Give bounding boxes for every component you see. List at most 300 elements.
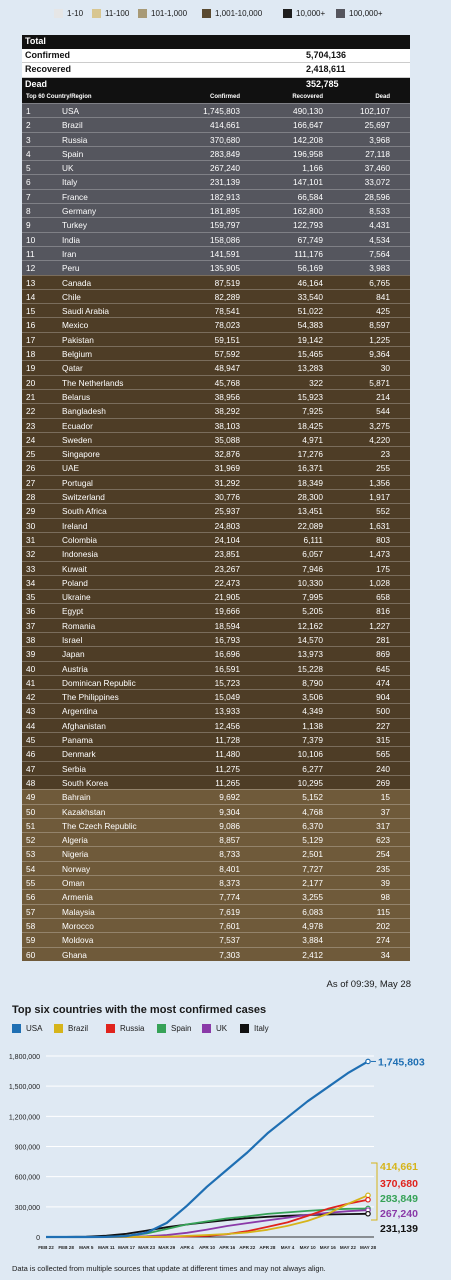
recovered-cell: 15,465 bbox=[297, 349, 323, 360]
recovered-cell: 6,111 bbox=[303, 534, 323, 545]
chart-title: Top six countries with the most confirmed cases bbox=[12, 1004, 267, 1016]
confirmed-cell: 8,401 bbox=[219, 863, 240, 874]
country-cell: Argentina bbox=[62, 706, 98, 717]
confirmed-cell: 158,086 bbox=[210, 234, 240, 245]
country-cell: Spain bbox=[62, 148, 84, 159]
confirmed-cell: 135,905 bbox=[210, 263, 240, 274]
rank-cell: 7 bbox=[26, 191, 31, 202]
table-row bbox=[22, 403, 410, 417]
country-cell: Afghanistan bbox=[62, 720, 106, 731]
series-end-label: 267,240 bbox=[380, 1208, 418, 1220]
legend-label: 100,000+ bbox=[349, 9, 383, 18]
confirmed-cell: 414,661 bbox=[210, 120, 240, 131]
confirmed-cell: 38,956 bbox=[214, 391, 240, 402]
country-cell: Pakistan bbox=[62, 334, 94, 345]
recovered-cell: 22,089 bbox=[297, 520, 323, 531]
table-row bbox=[22, 189, 410, 203]
legend-swatch bbox=[54, 9, 63, 18]
recovered-cell: 322 bbox=[309, 377, 323, 388]
country-cell: South Africa bbox=[62, 506, 107, 517]
recovered-cell: 147,101 bbox=[293, 177, 323, 188]
dead-cell: 34 bbox=[380, 949, 390, 960]
recovered-cell: 10,106 bbox=[297, 749, 323, 760]
table-row bbox=[22, 775, 410, 789]
rank-cell: 57 bbox=[26, 906, 36, 917]
table-row bbox=[22, 360, 410, 374]
dead-cell: 425 bbox=[376, 306, 390, 317]
rank-cell: 22 bbox=[26, 406, 36, 417]
confirmed-cell: 24,803 bbox=[214, 520, 240, 531]
x-tick-label: MAR 5 bbox=[79, 1245, 94, 1250]
series-end-label: 1,745,803 bbox=[378, 1056, 425, 1069]
country-cell: Kuwait bbox=[62, 563, 87, 574]
legend-swatch bbox=[283, 9, 292, 18]
country-cell: Malaysia bbox=[62, 906, 95, 917]
rank-cell: 25 bbox=[26, 449, 36, 460]
country-cell: Dominican Republic bbox=[62, 677, 136, 688]
dead-cell: 8,597 bbox=[369, 320, 390, 331]
recovered-cell: 6,057 bbox=[302, 549, 323, 560]
rank-cell: 41 bbox=[26, 677, 36, 688]
confirmed-cell: 141,591 bbox=[210, 248, 240, 259]
rank-cell: 60 bbox=[26, 949, 36, 960]
confirmed-cell: 370,680 bbox=[210, 134, 240, 145]
confirmed-cell: 9,086 bbox=[219, 820, 240, 831]
dead-cell: 9,364 bbox=[369, 349, 390, 360]
confirmed-cell: 16,793 bbox=[214, 634, 240, 645]
dead-cell: 175 bbox=[376, 563, 390, 574]
country-cell: Belarus bbox=[62, 391, 91, 402]
confirmed-cell: 25,937 bbox=[214, 506, 240, 517]
dead-cell: 115 bbox=[376, 906, 390, 917]
table-row bbox=[22, 846, 410, 860]
confirmed-cell: 12,456 bbox=[214, 720, 240, 731]
dead-cell: 1,225 bbox=[369, 334, 390, 345]
confirmed-cell: 11,265 bbox=[215, 777, 240, 788]
rank-cell: 49 bbox=[26, 792, 36, 803]
x-tick-label: MAY 22 bbox=[339, 1245, 356, 1250]
country-cell: UK bbox=[62, 163, 74, 174]
dead-cell: 3,968 bbox=[369, 134, 390, 145]
country-table bbox=[22, 35, 410, 961]
y-tick-label: 600,000 bbox=[14, 1174, 40, 1182]
rank-cell: 46 bbox=[26, 749, 36, 760]
country-cell: France bbox=[62, 191, 88, 202]
dead-cell: 255 bbox=[376, 463, 390, 474]
country-cell: Singapore bbox=[62, 449, 100, 460]
rank-cell: 14 bbox=[26, 291, 36, 302]
legend-label: 1,001-10,000 bbox=[215, 9, 263, 18]
table-row bbox=[22, 832, 410, 846]
country-cell: Ghana bbox=[62, 949, 87, 960]
country-cell: Moldova bbox=[62, 935, 94, 946]
dead-cell: 3,275 bbox=[369, 420, 390, 431]
x-tick-label: MAR 29 bbox=[158, 1245, 176, 1250]
rank-cell: 5 bbox=[26, 163, 31, 174]
confirmed-cell: 11,480 bbox=[215, 749, 240, 760]
recovered-cell: 19,142 bbox=[297, 334, 323, 345]
legend-swatch bbox=[202, 9, 211, 18]
recovered-cell: 8,790 bbox=[302, 677, 323, 688]
rank-cell: 19 bbox=[26, 363, 36, 374]
confirmed-cell: 31,969 bbox=[214, 463, 240, 474]
recovered-cell: 7,995 bbox=[302, 592, 323, 603]
confirmed-cell: 7,619 bbox=[219, 906, 240, 917]
country-cell: Bahrain bbox=[62, 792, 91, 803]
table-row bbox=[22, 303, 410, 317]
dead-cell: 98 bbox=[380, 892, 390, 903]
country-cell: Austria bbox=[62, 663, 88, 674]
recovered-cell: 142,208 bbox=[293, 134, 323, 145]
legend-label: 101-1,000 bbox=[151, 9, 188, 18]
x-tick-label: MAR 17 bbox=[118, 1245, 135, 1250]
series-legend-item bbox=[106, 1023, 144, 1035]
series-name: Spain bbox=[171, 1024, 192, 1033]
table-header bbox=[22, 91, 410, 103]
dead-cell: 269 bbox=[376, 777, 390, 788]
table-row bbox=[22, 332, 410, 346]
table-row bbox=[22, 746, 410, 760]
series-line bbox=[46, 1200, 368, 1237]
dead-cell: 1,028 bbox=[369, 577, 390, 588]
dead-cell: 1,356 bbox=[369, 477, 390, 488]
series-name: Brazil bbox=[68, 1024, 89, 1033]
recovered-cell: 12,162 bbox=[297, 620, 323, 631]
country-cell: Ireland bbox=[62, 520, 88, 531]
country-cell: Norway bbox=[62, 863, 91, 874]
rank-cell: 17 bbox=[26, 334, 36, 345]
dead-cell: 202 bbox=[376, 920, 390, 931]
confirmed-cell: 7,601 bbox=[219, 920, 240, 931]
country-cell: Canada bbox=[62, 277, 92, 288]
confirmed-cell: 16,696 bbox=[214, 649, 240, 660]
confirmed-cell: 9,304 bbox=[219, 806, 240, 817]
recovered-cell: 67,749 bbox=[297, 234, 323, 245]
country-cell: Germany bbox=[62, 206, 97, 217]
dead-cell: 565 bbox=[376, 749, 390, 760]
dead-cell: 15 bbox=[380, 792, 390, 803]
country-cell: Oman bbox=[62, 878, 85, 889]
table-row bbox=[22, 789, 410, 803]
rank-cell: 18 bbox=[26, 349, 36, 360]
confirmed-cell: 38,103 bbox=[214, 420, 240, 431]
rank-cell: 32 bbox=[26, 549, 36, 560]
dead-cell: 4,220 bbox=[369, 434, 390, 445]
dead-cell: 37,460 bbox=[364, 163, 390, 174]
country-cell: Ecuador bbox=[62, 420, 93, 431]
country-cell: Denmark bbox=[62, 749, 96, 760]
recovered-cell: 13,973 bbox=[297, 649, 323, 660]
table-row bbox=[22, 532, 410, 546]
dead-cell: 23 bbox=[380, 449, 390, 460]
dead-cell: 315 bbox=[376, 735, 390, 746]
country-cell: Ukraine bbox=[62, 592, 91, 603]
table-row bbox=[22, 904, 410, 918]
series-swatch bbox=[106, 1024, 115, 1033]
series-legend-item bbox=[54, 1023, 88, 1035]
series-name: USA bbox=[26, 1024, 43, 1033]
color-legend bbox=[0, 0, 451, 26]
table-row bbox=[22, 317, 410, 331]
rank-cell: 39 bbox=[26, 649, 36, 660]
y-tick-label: 900,000 bbox=[14, 1144, 40, 1152]
rank-cell: 31 bbox=[26, 534, 36, 545]
x-tick-label: APR 28 bbox=[259, 1245, 276, 1250]
recovered-cell: 6,083 bbox=[302, 906, 323, 917]
legend-item bbox=[138, 8, 187, 20]
table-row bbox=[22, 546, 410, 560]
table-row bbox=[22, 475, 410, 489]
confirmed-cell: 11,728 bbox=[215, 735, 240, 746]
dead-cell: 5,871 bbox=[369, 377, 390, 388]
total-label: Confirmed bbox=[25, 49, 70, 60]
recovered-cell: 166,647 bbox=[293, 120, 323, 131]
recovered-cell: 14,570 bbox=[297, 634, 323, 645]
rank-cell: 40 bbox=[26, 663, 36, 674]
country-cell: Saudi Arabia bbox=[62, 306, 110, 317]
confirmed-cell: 7,774 bbox=[219, 892, 240, 903]
country-cell: Switzerland bbox=[62, 492, 105, 503]
x-tick-label: MAY 4 bbox=[280, 1245, 295, 1250]
series-end-label: 414,661 bbox=[380, 1161, 418, 1173]
total-row bbox=[22, 78, 410, 92]
country-cell: Chile bbox=[62, 291, 81, 302]
series-legend-item bbox=[157, 1023, 191, 1035]
country-cell: Armenia bbox=[62, 892, 93, 903]
confirmed-cell: 9,692 bbox=[219, 792, 240, 803]
y-tick-label: 300,000 bbox=[14, 1204, 40, 1212]
confirmed-cell: 7,303 bbox=[219, 949, 240, 960]
total-label: Dead bbox=[25, 78, 48, 89]
dead-cell: 4,431 bbox=[369, 220, 390, 231]
recovered-cell: 10,295 bbox=[297, 777, 323, 788]
rank-cell: 48 bbox=[26, 777, 36, 788]
table-row bbox=[22, 246, 410, 260]
series-end-marker bbox=[366, 1212, 370, 1216]
total-label: Total bbox=[25, 36, 46, 46]
rank-cell: 27 bbox=[26, 477, 36, 488]
series-end-label: 370,680 bbox=[380, 1178, 418, 1190]
series-line bbox=[46, 1210, 368, 1237]
total-row bbox=[22, 63, 410, 78]
series-swatch bbox=[240, 1024, 249, 1033]
recovered-cell: 13,283 bbox=[297, 363, 323, 374]
confirmed-cell: 15,049 bbox=[214, 692, 240, 703]
confirmed-cell: 231,139 bbox=[210, 177, 240, 188]
rank-cell: 44 bbox=[26, 720, 36, 731]
recovered-cell: 4,349 bbox=[302, 706, 323, 717]
table-row bbox=[22, 146, 410, 160]
confirmed-cell: 78,541 bbox=[214, 306, 240, 317]
dead-cell: 8,533 bbox=[369, 206, 390, 217]
rank-cell: 53 bbox=[26, 849, 36, 860]
recovered-cell: 46,164 bbox=[297, 277, 323, 288]
total-value: 5,704,136 bbox=[306, 49, 347, 60]
confirmed-cell: 23,267 bbox=[214, 563, 240, 574]
dead-cell: 552 bbox=[376, 506, 390, 517]
confirmed-cell: 30,776 bbox=[214, 492, 240, 503]
confirmed-cell: 13,933 bbox=[214, 706, 240, 717]
recovered-cell: 51,022 bbox=[297, 306, 323, 317]
confirmed-cell: 59,151 bbox=[214, 334, 240, 345]
dead-cell: 33,072 bbox=[364, 177, 390, 188]
country-cell: Belgium bbox=[62, 349, 92, 360]
country-cell: Israel bbox=[62, 634, 83, 645]
country-cell: Mexico bbox=[62, 320, 89, 331]
table-row bbox=[22, 375, 410, 389]
recovered-cell: 122,793 bbox=[293, 220, 323, 231]
recovered-cell: 4,978 bbox=[302, 920, 323, 931]
table-row bbox=[22, 932, 410, 946]
confirmed-cell: 87,519 bbox=[214, 277, 240, 288]
legend-item bbox=[92, 8, 129, 20]
x-tick-label: APR 22 bbox=[239, 1245, 256, 1250]
x-tick-label: APR 16 bbox=[219, 1245, 236, 1250]
series-name: UK bbox=[216, 1024, 228, 1033]
dead-cell: 39 bbox=[380, 878, 390, 889]
series-end-marker bbox=[366, 1193, 370, 1197]
series-swatch bbox=[202, 1024, 211, 1033]
dead-cell: 281 bbox=[376, 634, 390, 645]
table-row bbox=[22, 675, 410, 689]
x-tick-label: APR 4 bbox=[180, 1245, 194, 1250]
recovered-cell: 5,152 bbox=[302, 792, 323, 803]
dead-cell: 317 bbox=[376, 820, 390, 831]
table-row bbox=[22, 518, 410, 532]
rank-cell: 43 bbox=[26, 706, 36, 717]
table-row bbox=[22, 732, 410, 746]
country-cell: Brazil bbox=[62, 120, 83, 131]
table-row bbox=[22, 661, 410, 675]
dead-cell: 645 bbox=[376, 663, 390, 674]
table-row bbox=[22, 603, 410, 617]
dead-cell: 1,917 bbox=[369, 492, 390, 503]
table-row bbox=[22, 618, 410, 632]
rank-cell: 37 bbox=[26, 620, 36, 631]
confirmed-cell: 22,473 bbox=[214, 577, 240, 588]
dead-cell: 30 bbox=[380, 363, 390, 374]
recovered-cell: 17,276 bbox=[297, 449, 323, 460]
table-row bbox=[22, 432, 410, 446]
country-cell: South Korea bbox=[62, 777, 109, 788]
legend-item bbox=[336, 8, 383, 20]
rank-cell: 9 bbox=[26, 220, 31, 231]
y-tick-label: 1,500,000 bbox=[8, 1084, 40, 1092]
country-cell: Bangladesh bbox=[62, 406, 106, 417]
dead-cell: 623 bbox=[376, 835, 390, 846]
confirmed-cell: 24,104 bbox=[214, 534, 240, 545]
legend-item bbox=[283, 8, 325, 20]
recovered-cell: 13,451 bbox=[297, 506, 323, 517]
country-cell: Russia bbox=[62, 134, 88, 145]
country-cell: Qatar bbox=[62, 363, 83, 374]
dead-cell: 3,983 bbox=[369, 263, 390, 274]
rank-cell: 24 bbox=[26, 434, 36, 445]
recovered-cell: 2,177 bbox=[302, 878, 323, 889]
y-tick-label: 0 bbox=[36, 1235, 40, 1242]
rank-cell: 36 bbox=[26, 606, 36, 617]
series-line bbox=[46, 1195, 368, 1237]
as-of-timestamp: As of 09:39, May 28 bbox=[326, 979, 411, 990]
country-cell: Colombia bbox=[62, 534, 98, 545]
legend-swatch bbox=[138, 9, 147, 18]
recovered-cell: 2,501 bbox=[302, 849, 323, 860]
recovered-cell: 4,971 bbox=[302, 434, 323, 445]
recovered-cell: 196,958 bbox=[293, 148, 323, 159]
table-row bbox=[22, 861, 410, 875]
table-row bbox=[22, 718, 410, 732]
x-tick-label: MAY 10 bbox=[299, 1245, 316, 1250]
country-cell: The Czech Republic bbox=[62, 820, 137, 831]
table-row bbox=[22, 918, 410, 932]
table-row bbox=[22, 818, 410, 832]
country-cell: The Netherlands bbox=[62, 377, 124, 388]
dead-cell: 841 bbox=[376, 291, 390, 302]
recovered-cell: 5,129 bbox=[302, 835, 323, 846]
recovered-cell: 7,379 bbox=[302, 735, 323, 746]
rank-cell: 59 bbox=[26, 935, 36, 946]
series-end-marker bbox=[366, 1198, 370, 1202]
recovered-cell: 66,584 bbox=[297, 191, 323, 202]
table-row bbox=[22, 346, 410, 360]
dead-cell: 6,765 bbox=[369, 277, 390, 288]
x-tick-label: FEB 28 bbox=[58, 1245, 74, 1250]
table-row bbox=[22, 203, 410, 217]
rank-cell: 38 bbox=[26, 634, 36, 645]
x-tick-label: MAY 28 bbox=[359, 1245, 377, 1250]
recovered-cell: 3,255 bbox=[302, 892, 323, 903]
recovered-cell: 162,800 bbox=[293, 206, 323, 217]
recovered-cell: 7,925 bbox=[302, 406, 323, 417]
total-value: 2,418,611 bbox=[306, 64, 346, 74]
rank-cell: 45 bbox=[26, 735, 36, 746]
header-recovered: Recovered bbox=[292, 94, 323, 100]
rank-cell: 16 bbox=[26, 320, 36, 331]
confirmed-cell: 35,088 bbox=[214, 434, 240, 445]
series-swatch bbox=[157, 1024, 166, 1033]
rank-cell: 10 bbox=[26, 234, 36, 245]
rank-cell: 33 bbox=[26, 563, 36, 574]
series-name: Italy bbox=[254, 1024, 269, 1033]
country-cell: Romania bbox=[62, 620, 96, 631]
recovered-cell: 16,371 bbox=[297, 463, 323, 474]
header-confirmed: Confirmed bbox=[210, 94, 240, 100]
dead-cell: 658 bbox=[376, 592, 390, 603]
total-row bbox=[22, 49, 410, 64]
dead-cell: 500 bbox=[376, 706, 390, 717]
rank-cell: 23 bbox=[26, 420, 36, 431]
dead-cell: 28,596 bbox=[364, 191, 390, 202]
country-cell: Panama bbox=[62, 735, 93, 746]
series-name: Russia bbox=[120, 1024, 145, 1033]
country-cell: Indonesia bbox=[62, 549, 98, 560]
line-chart bbox=[0, 1040, 451, 1262]
confirmed-cell: 31,292 bbox=[214, 477, 240, 488]
recovered-cell: 1,166 bbox=[302, 163, 323, 174]
rank-cell: 35 bbox=[26, 592, 36, 603]
confirmed-cell: 182,913 bbox=[210, 191, 240, 202]
rank-cell: 21 bbox=[26, 391, 36, 402]
recovered-cell: 18,349 bbox=[297, 477, 323, 488]
dead-cell: 7,564 bbox=[369, 248, 390, 259]
country-cell: Egypt bbox=[62, 606, 84, 617]
recovered-cell: 5,205 bbox=[302, 606, 323, 617]
dead-cell: 869 bbox=[376, 649, 390, 660]
recovered-cell: 3,884 bbox=[302, 935, 323, 946]
rank-cell: 58 bbox=[26, 920, 36, 931]
y-tick-label: 1,800,000 bbox=[8, 1054, 40, 1061]
table-row bbox=[22, 575, 410, 589]
